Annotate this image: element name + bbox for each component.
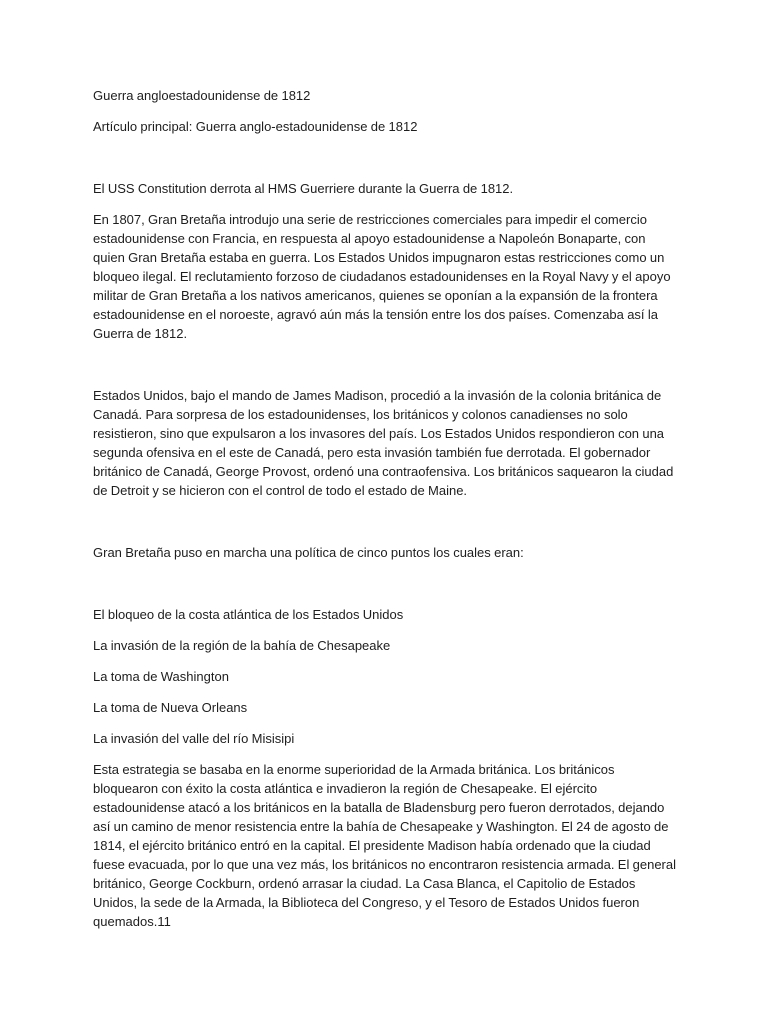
paragraph-2: Estados Unidos, bajo el mando de James Madison, procedió a la invasión de la colonia británica de Canadá. Para sorpresa de los estadounidenses, los británicos y colonos canadienses no solo resistieron, sino que expulsaron a los invasores del país. Los Estados Unidos respondieron con una segunda ofensiva en el este de Canadá, pero esta invasión también fue derrotada. El gobernador británico de Canadá, George Provost, ordenó una contraofensiva. Los británicos saquearon la ciudad de Detroit y se hicieron con el control de todo el estado de Maine. (93, 388, 674, 498)
list-item: La toma de Washington (93, 669, 229, 684)
list-intro: Gran Bretaña puso en marcha una política de cinco puntos los cuales eran: (93, 545, 524, 560)
document-body (93, 86, 678, 931)
list-item: La invasión de la región de la bahía de Chesapeake (93, 638, 391, 653)
list-item: La invasión del valle del río Misisipi (93, 731, 295, 746)
paragraph-1: En 1807, Gran Bretaña introdujo una serie de restricciones comerciales para impedir el comercio estadounidense con Francia, en respuesta al apoyo estadounidense a Napoleón Bonaparte, con quien Gran Bretaña estaba en guerra. Los Estados Unidos impugnaron estas restricciones como un bloqueo ilegal. El reclutamiento forzoso de ciudadanos estadounidenses en la Royal Navy y el apoyo militar de Gran Bretaña a los nativos americanos, quienes se oponían a la expansión de la frontera estadounidense en el noroeste, agravó aún más la tensión entre los dos países. Comenzaba así la Guerra de 1812. (93, 212, 671, 341)
document-title: Guerra angloestadounidense de 1812 (93, 88, 311, 103)
main-article-note: Artículo principal: Guerra anglo-estadounidense de 1812 (93, 119, 418, 134)
list-item: El bloqueo de la costa atlántica de los Estados Unidos (93, 607, 404, 622)
closing-paragraph: Esta estrategia se basaba en la enorme superioridad de la Armada británica. Los británicos bloquearon con éxito la costa atlántica e invadieron la región de Chesapeake. El ejército estadounidense atacó a los británicos en la batalla de Bladensburg pero fueron derrotados, dejando así un camino de menor resistencia entre la bahía de Chesapeake y Washington. El 24 de agosto de 1814, el ejército británico entró en la capital. El presidente Madison había ordenado que la ciudad fuese evacuada, por lo que una vez más, los británicos no encontraron resistencia armada. El general británico, George Cockburn, ordenó arrasar la ciudad. La Casa Blanca, el Capitolio de Estados Unidos, la sede de la Armada, la Biblioteca del Congreso, y el Tesoro de Estados Unidos fueron quemados.11 (93, 762, 677, 929)
image-caption: El USS Constitution derrota al HMS Guerriere durante la Guerra de 1812. (93, 181, 514, 196)
list-item: La toma de Nueva Orleans (93, 700, 248, 715)
